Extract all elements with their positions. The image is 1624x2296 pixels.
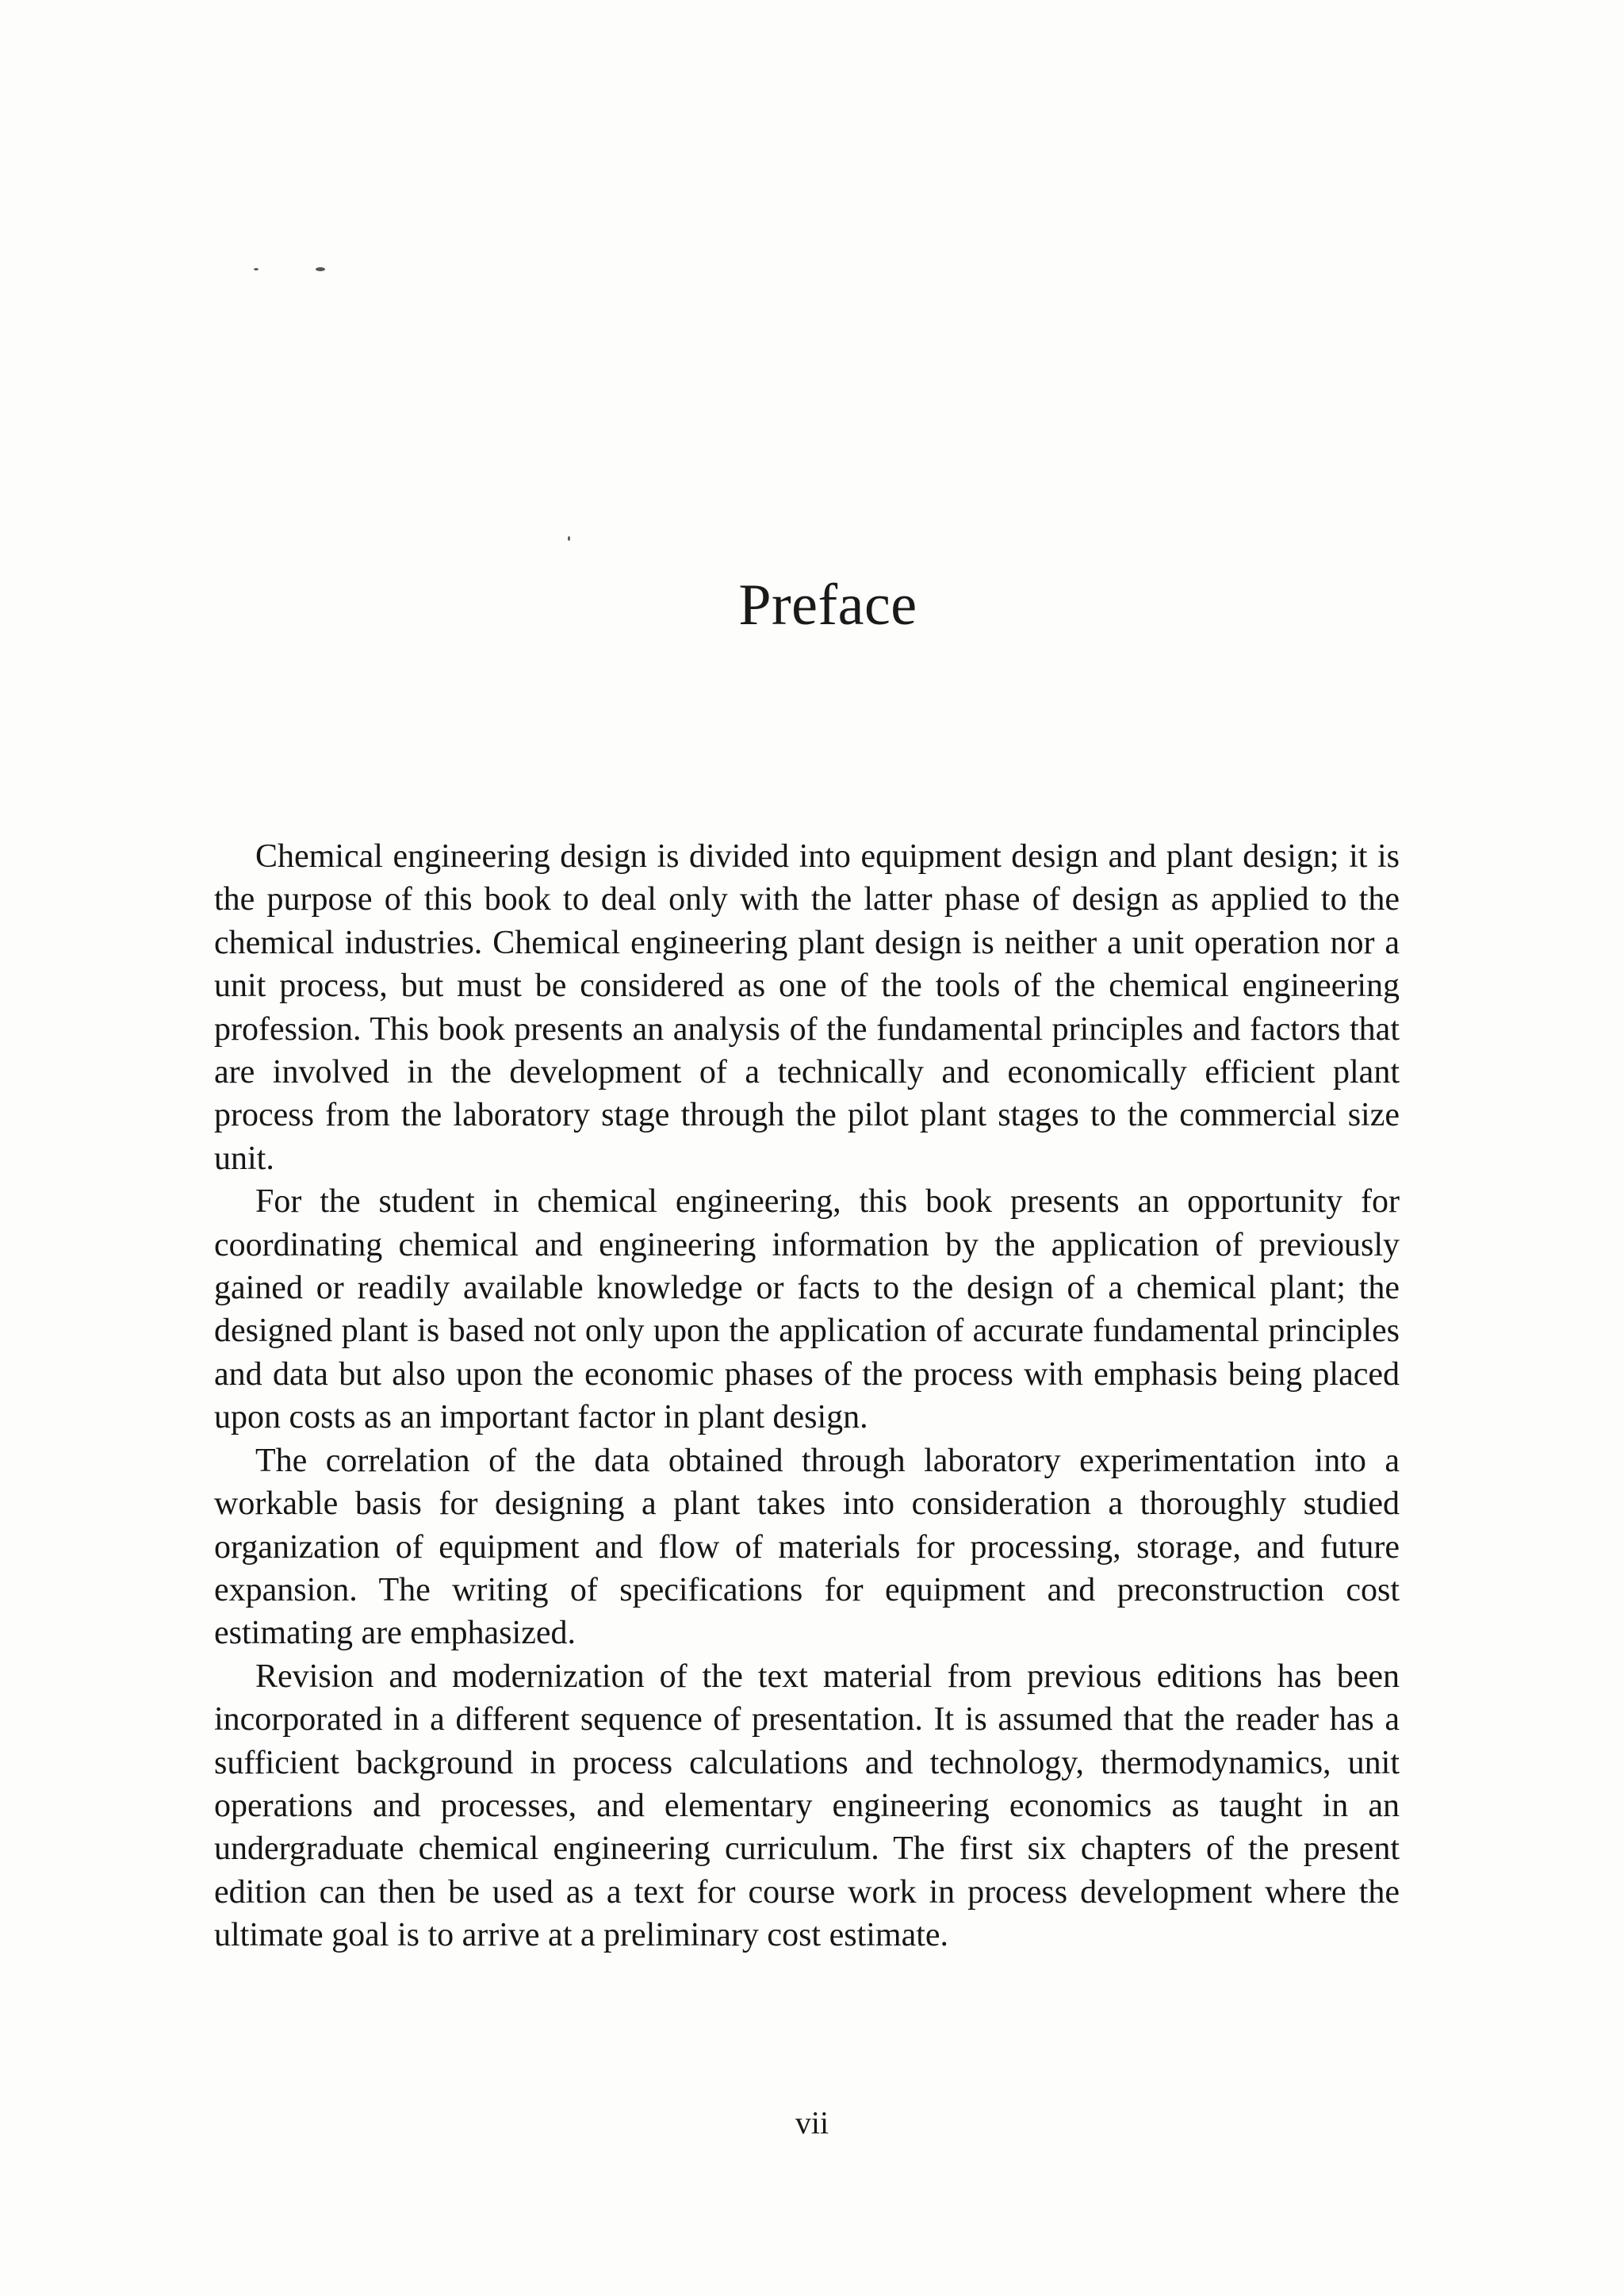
scan-speck — [568, 536, 570, 541]
paragraph: Revision and modernization of the text material from previous editions has been incorporated in a different sequence of presentation. It is assumed that the reader has a sufficient background in process calculations and technology, thermodynamics, unit operations and processes, and elementary engineering economics as taught in an undergraduate chemical engineering curriculum. The first six chapters of the present edition can then be used as a text for course work in process development where the ultimate goal is to arrive at a preliminary cost estimate. — [214, 1658, 1400, 1954]
page-title: Preface — [738, 573, 917, 638]
preface-body — [214, 835, 1400, 1957]
paragraph: Chemical engineering design is divided into equipment design and plant design; it is the purpose of this book to deal only with the latter phase of design as applied to the chemical industries. Chemical engineering plant design is neither a unit operation nor a unit process, but must be considered as one of the tools of the chemical engineering profession. This book presents an analysis of the fundamental principles and factors that are involved in the development of a technically and economically efficient plant process from the laboratory stage through the pilot plant stages to the commercial size unit. — [214, 838, 1400, 1177]
paragraph: For the student in chemical engineering, this book presents an opportunity for coordinating chemical and engineering information by the application of previously gained or readily available knowledge or facts to the design of a chemical plant; the designed plant is based not only upon the application of accurate fundamental principles and data but also upon the economic phases of the process with emphasis being placed upon costs as an important factor in plant design. — [214, 1183, 1400, 1436]
page-number: vii — [795, 2105, 829, 2141]
paragraph: The correlation of the data obtained through laboratory experimentation into a workable basis for designing a plant takes into consideration a thoroughly studied organization of equipment and flow of materials for processing, storage, and future expansion. The writing of specifications for equipment and preconstruction cost estimating are emphasized. — [214, 1442, 1400, 1652]
scan-speck — [316, 267, 325, 271]
scan-speck — [254, 268, 259, 270]
